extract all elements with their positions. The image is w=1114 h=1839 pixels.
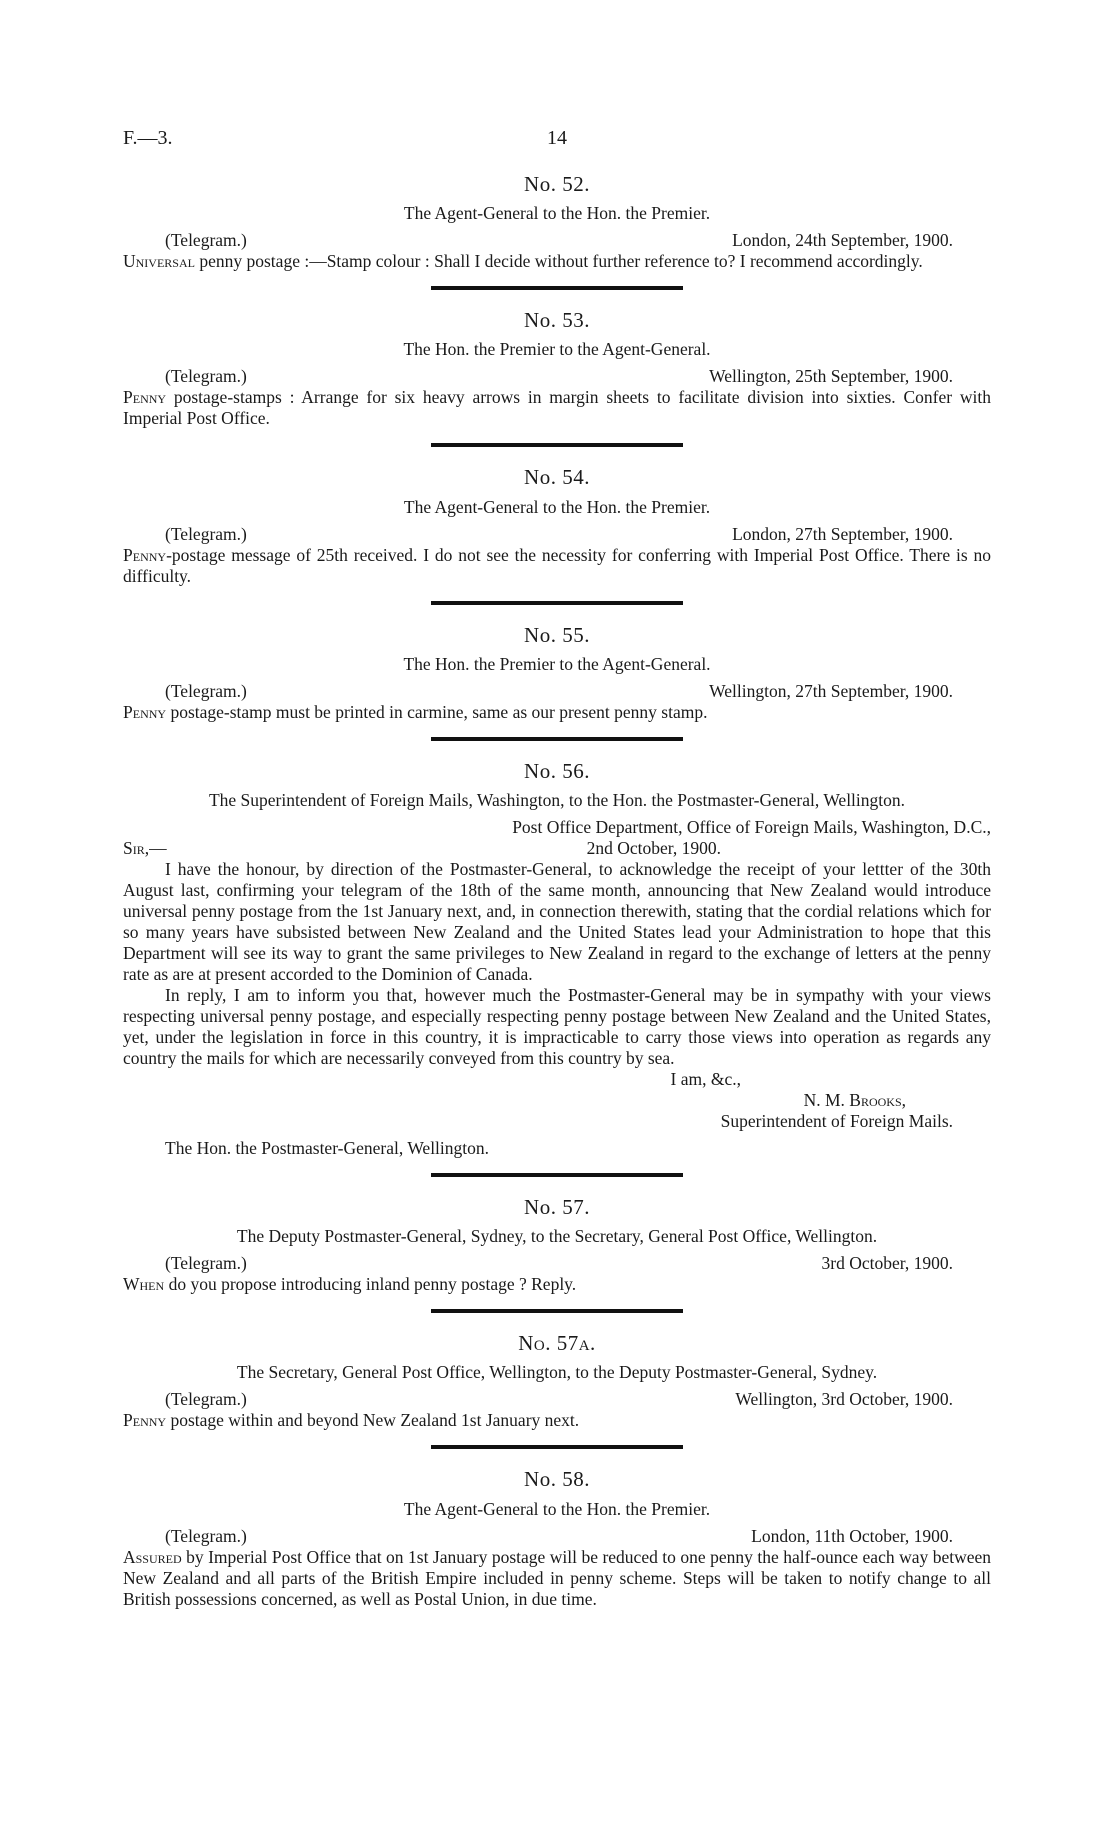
document-heading: The Hon. the Premier to the Agent-General. — [403, 339, 711, 360]
addressee: The Hon. the Postmaster-General, Wellington. — [165, 1137, 490, 1158]
document-57a — [123, 1331, 991, 1431]
message-body: do you propose introducing inland penny postage ? Reply. — [164, 1274, 577, 1295]
document-heading: The Superintendent of Foreign Mails, Washington, to the Hon. the Postmaster-General, Wellington. — [208, 789, 906, 810]
document-number: No. 57a. — [518, 1331, 596, 1356]
document-number: No. 57. — [524, 1194, 590, 1219]
salutation: Sir,— — [123, 837, 167, 858]
lead-word: When — [123, 1274, 165, 1295]
letter-paragraph-2: In reply, I am to inform you that, however much the Postmaster-General may be in sympathy with your views respecting universal penny postage, and especially respecting penny postage between New Zealand and the United States, yet, under the legislation in force in this country, it is impracticable to carry those views into operation as regards any country the mails for which are necessarily conveyed from this country by sea. — [123, 984, 991, 1068]
document-55 — [123, 623, 991, 723]
section-divider — [431, 737, 683, 741]
lead-word: Penny — [123, 1410, 167, 1431]
place-date: London, 11th October, 1900. — [751, 1525, 953, 1546]
signer-name: N. M. Brooks, — [803, 1089, 906, 1110]
telegram-label: (Telegram.) — [165, 366, 247, 387]
document-number: No. 54. — [524, 465, 590, 490]
lead-word: Universal — [123, 251, 195, 272]
place-date: 3rd October, 1900. — [821, 1253, 953, 1274]
telegram-meta — [123, 1389, 991, 1410]
message-text — [123, 702, 991, 723]
telegram-label: (Telegram.) — [165, 230, 247, 251]
section-divider — [431, 1173, 683, 1177]
document-heading: The Hon. the Premier to the Agent-General. — [403, 653, 711, 674]
document-number: No. 56. — [524, 758, 590, 783]
telegram-label: (Telegram.) — [165, 1525, 247, 1546]
place-date: Wellington, 3rd October, 1900. — [735, 1389, 953, 1410]
message-text — [123, 1547, 991, 1610]
lead-word: Penny — [123, 544, 167, 565]
telegram-meta — [123, 1253, 991, 1274]
message-body: postage-stamps : Arrange for six heavy arrows in margin sheets to facilitate division into sixties. Confer with Imperial Post Office. — [123, 387, 991, 429]
message-body: -postage message of 25th received. I do not see the necessity for conferring with Imperial Post Office. There is no difficulty. — [123, 544, 991, 586]
message-body: postage-stamp must be printed in carmine, same as our present penny stamp. — [166, 701, 708, 722]
salutation-row — [123, 838, 991, 859]
place-date: London, 24th September, 1900. — [732, 230, 953, 251]
document-number: No. 52. — [524, 172, 590, 196]
message-body: postage within and beyond New Zealand 1st January next. — [166, 1410, 580, 1431]
telegram-meta — [123, 681, 991, 702]
running-header — [123, 126, 991, 150]
place-date: Wellington, 27th September, 1900. — [709, 680, 953, 701]
message-text — [123, 251, 991, 272]
section-divider — [431, 601, 683, 605]
document-52 — [123, 172, 991, 272]
paper-reference: F.—3. — [123, 127, 173, 149]
document-heading: The Agent-General to the Hon. the Premier. — [403, 203, 711, 224]
message-text — [123, 545, 991, 587]
place-date: Wellington, 25th September, 1900. — [709, 366, 953, 387]
closing: I am, &c., — [670, 1068, 741, 1089]
place-date: London, 27th September, 1900. — [732, 523, 953, 544]
telegram-meta — [123, 524, 991, 545]
document-heading: The Agent-General to the Hon. the Premier. — [403, 496, 711, 517]
lead-word: Penny — [123, 387, 167, 408]
document-number: No. 53. — [524, 308, 590, 333]
document-56 — [123, 759, 991, 1159]
page-number: 14 — [547, 127, 567, 149]
telegram-meta — [123, 366, 991, 387]
telegram-label: (Telegram.) — [165, 1253, 247, 1274]
message-text — [123, 1274, 991, 1295]
document-number: No. 58. — [524, 1467, 590, 1492]
document-58 — [123, 1467, 991, 1609]
section-divider — [431, 443, 683, 447]
document-number: No. 55. — [524, 622, 590, 647]
letter-paragraph-1: I have the honour, by direction of the Postmaster-General, to acknowledge the receipt of your lettter of the 30th August last, confirming your telegram of the 18th of the same month, announcing that New Zealand would introduce universal penny postage from the 1st January next, and, in connection therewith, stating that the cordial relations which for so many years have subsisted between New Zealand and the United States lead your Administration to hope that this Department will see its way to grant the same privileges to New Zealand in regard to the exchange of letters at the penny rate as are at present accorded to the Dominion of Canada. — [123, 858, 991, 984]
signer-title: Superintendent of Foreign Mails. — [720, 1110, 953, 1131]
message-text — [123, 387, 991, 429]
letter-date: 2nd October, 1900. — [586, 837, 721, 858]
document-54 — [123, 465, 991, 586]
office-line: Post Office Department, Office of Foreign Mails, Washington, D.C., — [512, 816, 991, 837]
document-body — [123, 172, 991, 1610]
telegram-meta — [123, 1526, 991, 1547]
document-heading: The Agent-General to the Hon. the Premier. — [403, 1498, 711, 1519]
telegram-label: (Telegram.) — [165, 1389, 247, 1410]
document-53 — [123, 308, 991, 429]
document-57 — [123, 1195, 991, 1295]
telegram-label: (Telegram.) — [165, 680, 247, 701]
message-body: penny postage :—Stamp colour : Shall I decide without further reference to? I recommend accordingly. — [194, 251, 923, 272]
lead-word: Assured — [123, 1546, 182, 1567]
telegram-label: (Telegram.) — [165, 523, 247, 544]
telegram-meta — [123, 230, 991, 251]
lead-word: Penny — [123, 701, 167, 722]
document-heading: The Deputy Postmaster-General, Sydney, to the Secretary, General Post Office, Wellington. — [236, 1226, 878, 1247]
section-divider — [431, 1445, 683, 1449]
section-divider — [431, 286, 683, 290]
section-divider — [431, 1309, 683, 1313]
message-text — [123, 1410, 991, 1431]
document-heading: The Secretary, General Post Office, Wellington, to the Deputy Postmaster-General, Sydney. — [236, 1362, 878, 1383]
message-body: by Imperial Post Office that on 1st January postage will be reduced to one penny the half-ounce each way between New Zealand and all parts of the British Empire included in penny scheme. Steps will be taken to notify change to all British possessions concerned, as well as Postal Union, in due time. — [123, 1546, 991, 1609]
